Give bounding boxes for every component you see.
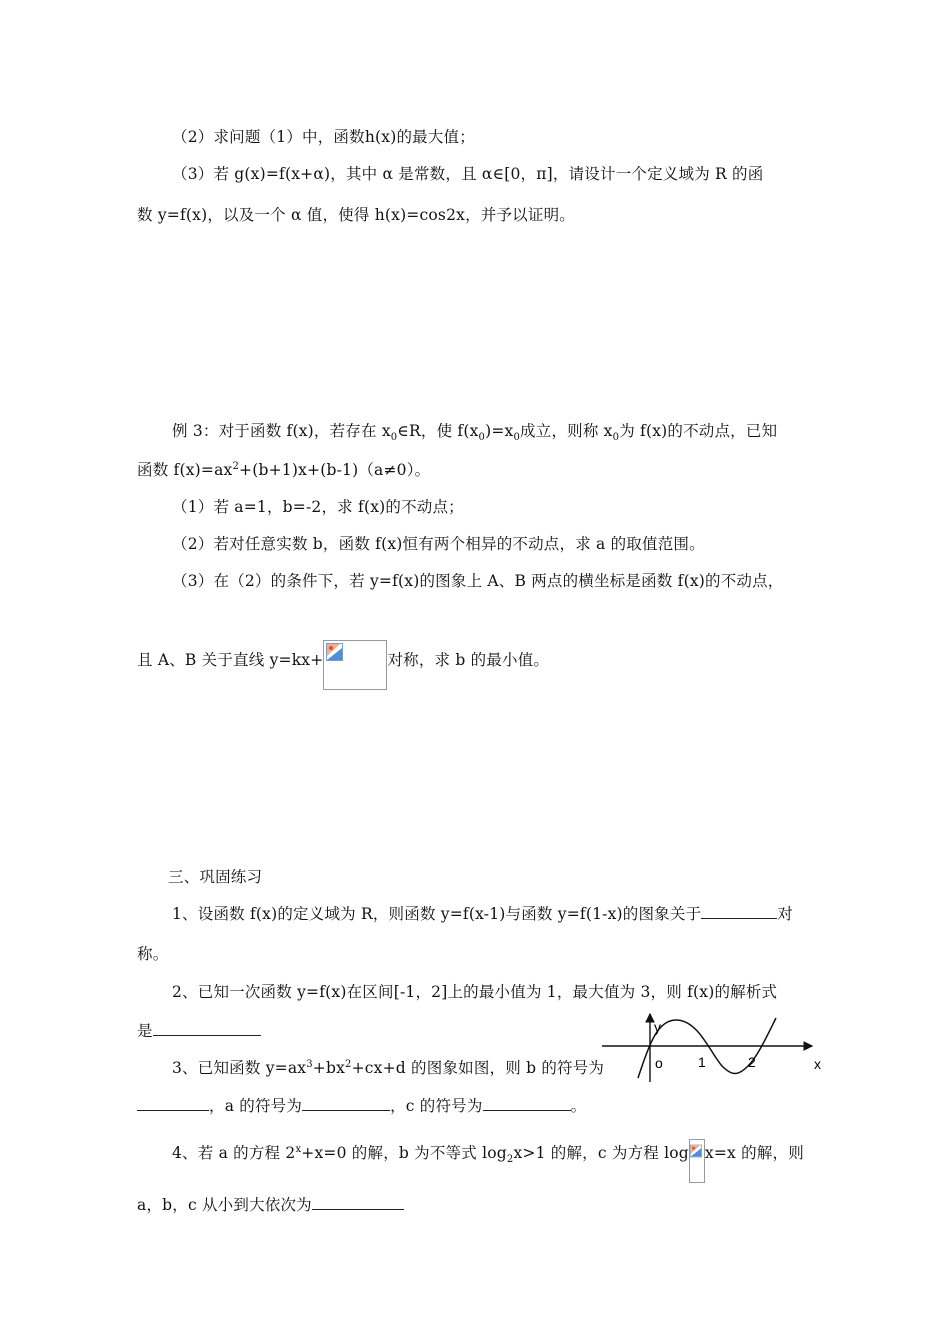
missing-image-icon xyxy=(689,1139,705,1183)
graph-label-2: 2 xyxy=(748,1054,756,1070)
practice-q1-line1: 1、设函数 f(x)的定义域为 R，则函数 y=f(x-1)与函数 y=f(1-x)的图象关于 对 xyxy=(172,905,793,923)
answer-blank-c[interactable] xyxy=(483,1096,571,1111)
practice-q2-line1: 2、已知一次函数 y=f(x)在区间[-1，2]上的最小值为 1，最大值为 3，则 f(x)的解析式 xyxy=(172,983,778,1001)
practice-q4-line1: 4、若 a 的方程 $2^x+x=0$ 的解，b 为不等式 $\log_2x>1$ 的解，c 为方程 log x=x 的解，则 xyxy=(172,1139,804,1163)
example3-line2: 函数 $f(x)=ax^2+(b+1)x+(b-1)(a\ne 0)$。 xyxy=(137,460,431,479)
answer-blank[interactable] xyxy=(312,1195,404,1210)
answer-blank-b[interactable] xyxy=(137,1096,209,1111)
question-3-line1: （3）若 g(x)=f(x+α)，其中 α 是常数，且 α∈[0，π]，请设计一个定义域为 R 的函 xyxy=(172,165,764,183)
answer-blank[interactable] xyxy=(701,904,777,919)
graph-label-x: x xyxy=(814,1056,821,1072)
practice-q2-line2: 是 xyxy=(137,1021,261,1041)
example3-part2: （2）若对任意实数 b，函数 f(x)恒有两个相异的不动点，求 a 的取值范围。 xyxy=(172,535,705,553)
practice-q1-line2: 称。 xyxy=(137,945,169,963)
question-2: （2）求问题（1）中，函数h(x)的最大值； xyxy=(172,128,475,146)
answer-blank-a[interactable] xyxy=(302,1096,390,1111)
graph-label-origin: o xyxy=(655,1055,663,1071)
cubic-function-graph xyxy=(598,1012,830,1084)
graph-label-1: 1 xyxy=(698,1054,706,1070)
answer-blank[interactable] xyxy=(153,1021,261,1036)
example3-part3-line1: （3）在（2）的条件下，若 y=f(x)的图象上 A、B 两点的横坐标是函数 f(x)的不动点， xyxy=(172,572,784,590)
example3-part1: （1）若 a=1，b=-2，求 f(x)的不动点； xyxy=(172,498,464,516)
practice-q4-line2: a，b，c 从小到大依次为 xyxy=(137,1195,404,1215)
question-3-line2: 数 y=f(x)，以及一个 α 值，使得 h(x)=cos2x，并予以证明。 xyxy=(137,206,575,224)
graph-label-y: y xyxy=(654,1019,661,1035)
practice-q3-line1: 3、已知函数 $y=ax^3+bx^2+cx+d$ 的图象如图，则 b 的符号为 xyxy=(172,1058,605,1077)
example3-part3-line2: 且 A、B 关于直线 y=kx+ 对称，求 b 的最小值。 xyxy=(137,640,549,670)
practice-heading: 三、巩固练习 xyxy=(168,868,263,886)
missing-image-icon xyxy=(323,640,387,690)
practice-q3-line2: ，a 的符号为 ，c 的符号为 。 xyxy=(137,1096,586,1116)
example3-line1: 例 3：对于函数 f(x)，若存在 $x_0\in R$，使 $f(x_0)=x_0$成立，则称 $x_0$为 f(x)的不动点，已知 xyxy=(172,422,778,444)
